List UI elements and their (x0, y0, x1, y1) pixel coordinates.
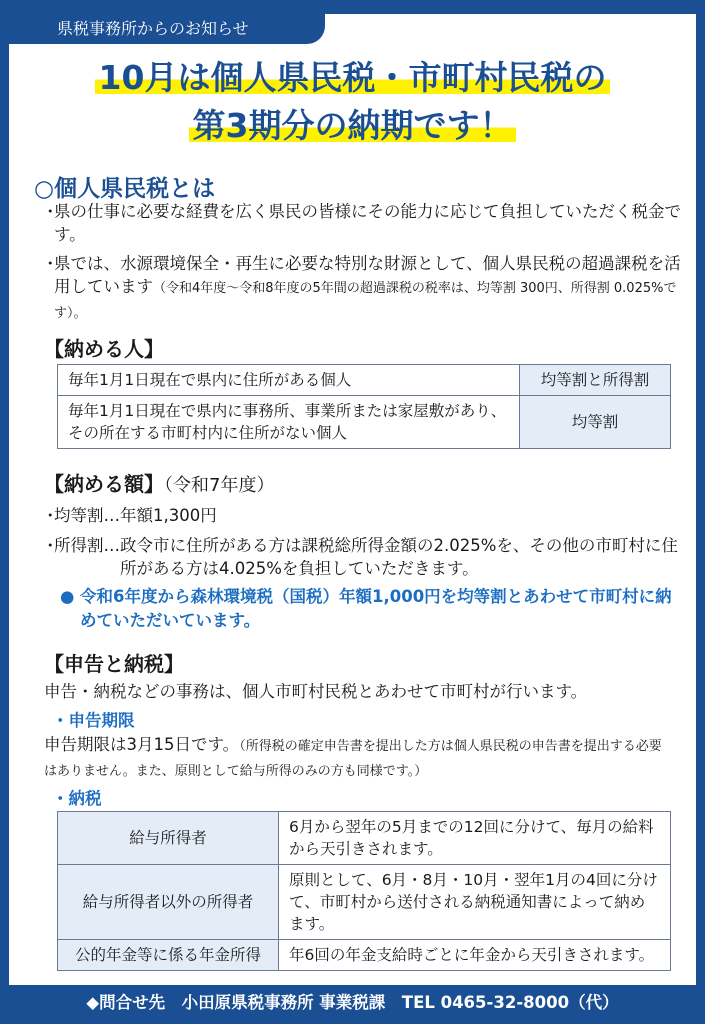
intro-text-1: 県の仕事に必要な経費を広く県民の皆様にその能力に応じて負担していただく税金です。 (54, 202, 681, 244)
amount-heading-text: 【納める額】 (44, 472, 164, 496)
intro-text-2-main: 県では、水源環境保全・再生に必要な特別な財源として、個人県民税の超過課税を活用しています (54, 254, 681, 296)
headline-line2 (0, 106, 705, 146)
bullet-dot: ・ (42, 202, 59, 221)
taxpayers-table (57, 364, 671, 449)
payment-table (57, 811, 671, 971)
payment-label: ・納税 (52, 789, 102, 808)
forest-tax-note (60, 585, 680, 633)
headline-line1 (0, 58, 705, 98)
amount-income (42, 534, 682, 580)
taxpayer-who: 毎年1月1日現在で県内に事務所、事業所または家屋敷があり、その所在する市町村内に住所がない個人 (58, 396, 520, 449)
amount-income-lead: 所得割… (54, 536, 120, 555)
deadline-paragraph (44, 733, 674, 783)
deadline-note: （所得税の確定申告書を提出した方は個人県民税の申告書を提出する必要はありません。また、原則として給与所得のみの方も同様です。） (44, 739, 662, 779)
taxpayers-heading: 【納める人】 (44, 337, 164, 361)
amount-per-capita-text: 均等割…年額1,300円 (54, 506, 217, 525)
top-bar (0, 0, 705, 14)
bullet-dot: ・ (42, 254, 59, 273)
intro-item-1 (42, 200, 682, 246)
table-row (58, 396, 671, 449)
blue-bullet-icon: ● (60, 587, 75, 606)
table-row (58, 812, 671, 865)
intro-item-2 (42, 252, 682, 325)
headline-line1-text: 10月は個人県民税・市町村民税の (95, 58, 611, 97)
amount-heading-sub: （令和7年度） (164, 475, 275, 496)
payment-who: 給与所得者 (58, 812, 279, 865)
amount-per-capita (42, 504, 682, 527)
filing-intro: 申告・納税などの事務は、個人市町村民税とあわせて市町村が行います。 (44, 682, 588, 701)
payment-who: 給与所得者以外の所得者 (58, 865, 279, 940)
header-tab: 県税事務所からのお知らせ (9, 14, 325, 44)
amount-income-row (42, 534, 682, 580)
deadline-text: 申告期限は3月15日です。 (44, 735, 240, 754)
table-row (58, 365, 671, 396)
bullet-dot: ・ (42, 506, 59, 525)
taxpayer-type: 均等割と所得割 (520, 365, 671, 396)
payment-how: 年6回の年金支給時ごとに年金から天引きされます。 (279, 940, 671, 971)
taxpayer-who: 毎年1月1日現在で県内に住所がある個人 (58, 365, 520, 396)
filing-heading: 【申告と納税】 (44, 652, 184, 676)
contact-footer: ◆問合せ先 小田原県税事務所 事業税課 TEL 0465-32-8000（代） (0, 985, 705, 1024)
section-title: ○個人県民税とは (34, 176, 216, 202)
intro-text-2 (42, 252, 682, 325)
intro-note: （令和4年度〜令和8年度の5年間の超過課税の税率は、均等割 300円、所得割 0.025%です）。 (54, 281, 677, 321)
taxpayer-type: 均等割 (520, 396, 671, 449)
deadline-label: ・申告期限 (52, 711, 135, 730)
amount-income-text: 政令市に住所がある方は課税総所得金額の2.025%を、その他の市町村に住所がある方は4.025%を負担していただきます。 (120, 536, 678, 578)
payment-how: 原則として、6月・8月・10月・翌年1月の4回に分けて、市町村から送付される納税通知書によって納めます。 (279, 865, 671, 940)
table-row (58, 865, 671, 940)
bullet-dot: ・ (42, 536, 59, 555)
forest-tax-note-text: 令和6年度から森林環境税（国税）年額1,000円を均等割とあわせて市町村に納めていただいています。 (80, 587, 672, 630)
payment-how: 6月から翌年の5月までの12回に分けて、毎月の給料から天引きされます。 (279, 812, 671, 865)
payment-who: 公的年金等に係る年金所得 (58, 940, 279, 971)
amount-heading (44, 468, 274, 497)
headline-line2-text: 第3期分の納期です！ (189, 106, 517, 145)
table-row (58, 940, 671, 971)
